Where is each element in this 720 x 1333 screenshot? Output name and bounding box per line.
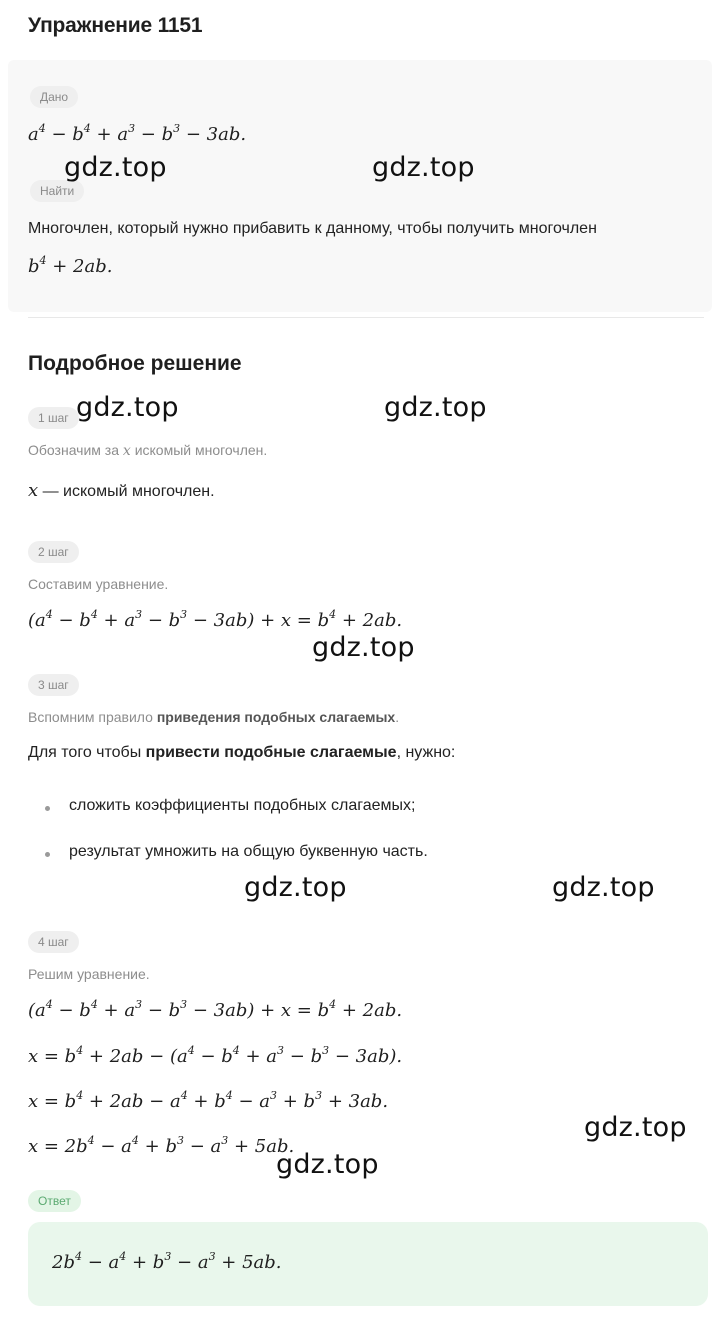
answer-expression: $2b^4 - a^4 + b^3 - a^3 + 5ab$. (52, 1250, 282, 1273)
step-4-line-2: $x = b^4 + 2ab - (a^4 - b^4 + a^3 - b^3 - 3ab)$. (28, 1044, 403, 1067)
step-3-hint-bold: приведения подобных слагаемых (156, 709, 396, 725)
bullet-dot-1 (45, 806, 50, 811)
find-label: Найти (30, 180, 84, 202)
watermark: gdz.top (64, 152, 167, 183)
step-3-label: 3 шаг (28, 674, 79, 696)
step-4-label: 4 шаг (28, 931, 79, 953)
step-1-label: 1 шаг (28, 407, 79, 429)
list-item: результат умножить на общую буквенную часть. (69, 843, 428, 860)
answer-box (28, 1222, 708, 1306)
bullet-dot-2 (45, 852, 50, 857)
list-item: сложить коэффициенты подобных слагаемых; (69, 797, 416, 814)
watermark: gdz.top (312, 632, 415, 663)
step-2-equation: $(a^4 - b^4 + a^3 - b^3 - 3ab) + x = b^4 + 2ab$. (28, 608, 403, 631)
watermark: gdz.top (276, 1149, 379, 1180)
step-3-hint-prefix: Вспомним правило (28, 709, 153, 725)
watermark: gdz.top (384, 392, 487, 423)
watermark: gdz.top (584, 1112, 687, 1143)
page-title: Упражнение 1151 (28, 14, 203, 37)
step-4-line-3: $x = b^4 + 2ab - a^4 + b^4 - a^3 + b^3 + 3ab$. (28, 1089, 389, 1112)
step-1-hint-suffix: искомый многочлен. (134, 442, 268, 458)
step-3-hint (28, 709, 399, 725)
step-3-rule-suffix: , нужно: (396, 744, 456, 761)
step-2-label: 2 шаг (28, 541, 79, 563)
step-3-rule-bold: привести подобные слагаемые (145, 744, 397, 761)
given-panel (8, 60, 712, 312)
solution-heading: Подробное решение (28, 352, 242, 375)
watermark: gdz.top (552, 872, 655, 903)
step-3-rule-prefix: Для того чтобы (28, 744, 142, 761)
step-3-rule (28, 744, 455, 762)
step-2-hint: Составим уравнение. (28, 576, 169, 592)
step-4-line-4: $x = 2b^4 - a^4 + b^3 - a^3 + 5ab$. (28, 1134, 295, 1157)
step-1-body-var: x (28, 480, 39, 501)
watermark: gdz.top (76, 392, 179, 423)
answer-label: Ответ (28, 1190, 81, 1212)
step-1-body (28, 480, 215, 501)
watermark: gdz.top (244, 872, 347, 903)
find-expression: $b^4 + 2ab$. (28, 254, 113, 277)
step-3-hint-suffix: . (395, 709, 400, 725)
given-expression: $a^4 - b^4 + a^3 - b^3 - 3ab$. (28, 122, 247, 145)
find-text: Многочлен, который нужно прибавить к данному, чтобы получить многочлен (28, 220, 597, 237)
step-4-line-1: $(a^4 - b^4 + a^3 - b^3 - 3ab) + x = b^4 + 2ab$. (28, 998, 403, 1021)
step-1-hint-var: x (122, 443, 131, 459)
given-label: Дано (30, 86, 78, 108)
watermark: gdz.top (372, 152, 475, 183)
step-4-hint: Решим уравнение. (28, 966, 150, 982)
divider (28, 317, 704, 318)
step-1-hint-prefix: Обозначим за (28, 442, 119, 458)
step-1-hint (28, 442, 267, 459)
step-1-body-text: — искомый многочлен. (42, 483, 215, 500)
